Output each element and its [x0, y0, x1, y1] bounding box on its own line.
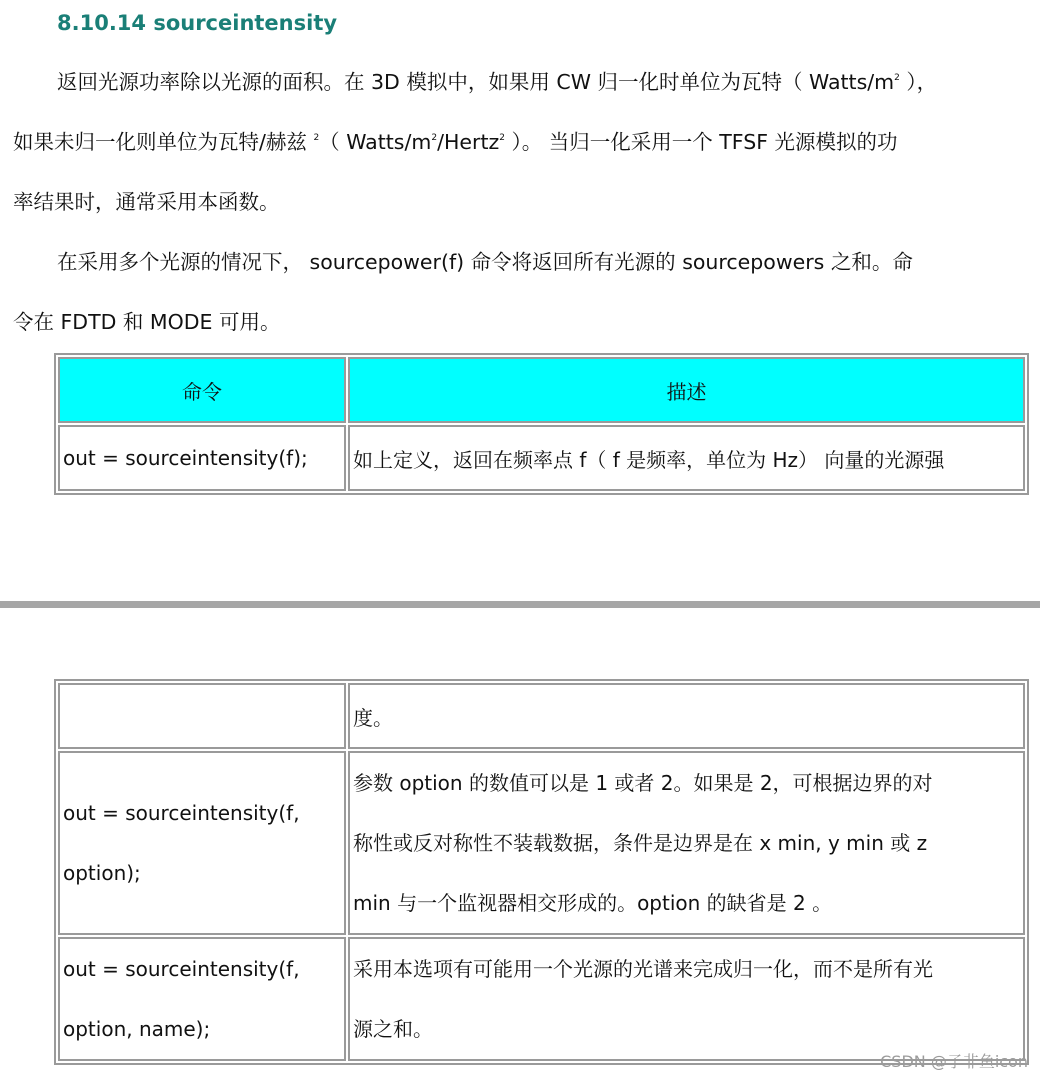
table-row	[58, 937, 1025, 1061]
text-run: 如果未归一化则单位为瓦特/赫兹	[13, 130, 314, 154]
superscript: 2	[499, 133, 505, 143]
header-description-cell: 描述	[348, 357, 1025, 423]
description-cell: 度。	[348, 683, 1025, 749]
cell-line: out = sourceintensity(f,	[63, 801, 300, 825]
text-run: 返回光源功率除以光源的面积。在 3D 模拟中，如果用 CW 归一化时单位为瓦特（ Watts/m	[57, 70, 895, 94]
paragraph-1-line-3: 率结果时，通常采用本函数。	[13, 190, 280, 214]
paragraph-1-line-2	[13, 127, 898, 157]
paragraph-2-line-1: 在采用多个光源的情况下， sourcepower(f) 命令将返回所有光源的 sourcepowers 之和。命	[57, 250, 913, 274]
header-command-cell: 命令	[58, 357, 346, 423]
text-run: ）。 当归一化采用一个 TFSF 光源模拟的功	[504, 130, 898, 154]
table-row	[58, 683, 1025, 749]
table-row	[58, 425, 1025, 491]
cell-line: option);	[63, 861, 141, 885]
page-separator	[0, 601, 1040, 608]
command-cell: out = sourceintensity(f);	[58, 425, 346, 491]
superscript: 2	[431, 133, 438, 143]
command-table-bottom	[54, 679, 1029, 1065]
description-cell	[348, 937, 1025, 1061]
cell-line: 称性或反对称性不装载数据，条件是边界是在 x min, y min 或 z	[353, 831, 928, 855]
section-heading: 8.10.14 sourceintensity	[57, 11, 338, 35]
description-cell	[348, 751, 1025, 935]
text-run: /Hertz	[437, 130, 500, 154]
command-cell	[58, 751, 346, 935]
table-header-row	[58, 357, 1025, 423]
command-cell	[58, 683, 346, 749]
text-run: （ Watts/m	[319, 130, 432, 154]
cell-line: 源之和。	[353, 1017, 433, 1041]
watermark: CSDN @子非鱼icon	[880, 1052, 1028, 1071]
description-cell: 如上定义，返回在频率点 f（ f 是频率，单位为 Hz） 向量的光源强	[348, 425, 1025, 491]
superscript: 2	[313, 133, 320, 143]
superscript: 2	[894, 73, 900, 83]
command-table-top	[54, 353, 1029, 495]
paragraph-2-line-2: 令在 FDTD 和 MODE 可用。	[13, 310, 281, 334]
text-run: ），	[899, 70, 938, 94]
cell-line: option, name);	[63, 1017, 211, 1041]
cell-line: 参数 option 的数值可以是 1 或者 2。如果是 2，可根据边界的对	[353, 771, 933, 795]
cell-line: out = sourceintensity(f,	[63, 957, 300, 981]
cell-line: min 与一个监视器相交形成的。option 的缺省是 2 。	[353, 891, 833, 915]
cell-line: 采用本选项有可能用一个光源的光谱来完成归一化，而不是所有光	[353, 957, 933, 981]
paragraph-1-line-1	[57, 67, 937, 97]
table-row	[58, 751, 1025, 935]
command-cell	[58, 937, 346, 1061]
